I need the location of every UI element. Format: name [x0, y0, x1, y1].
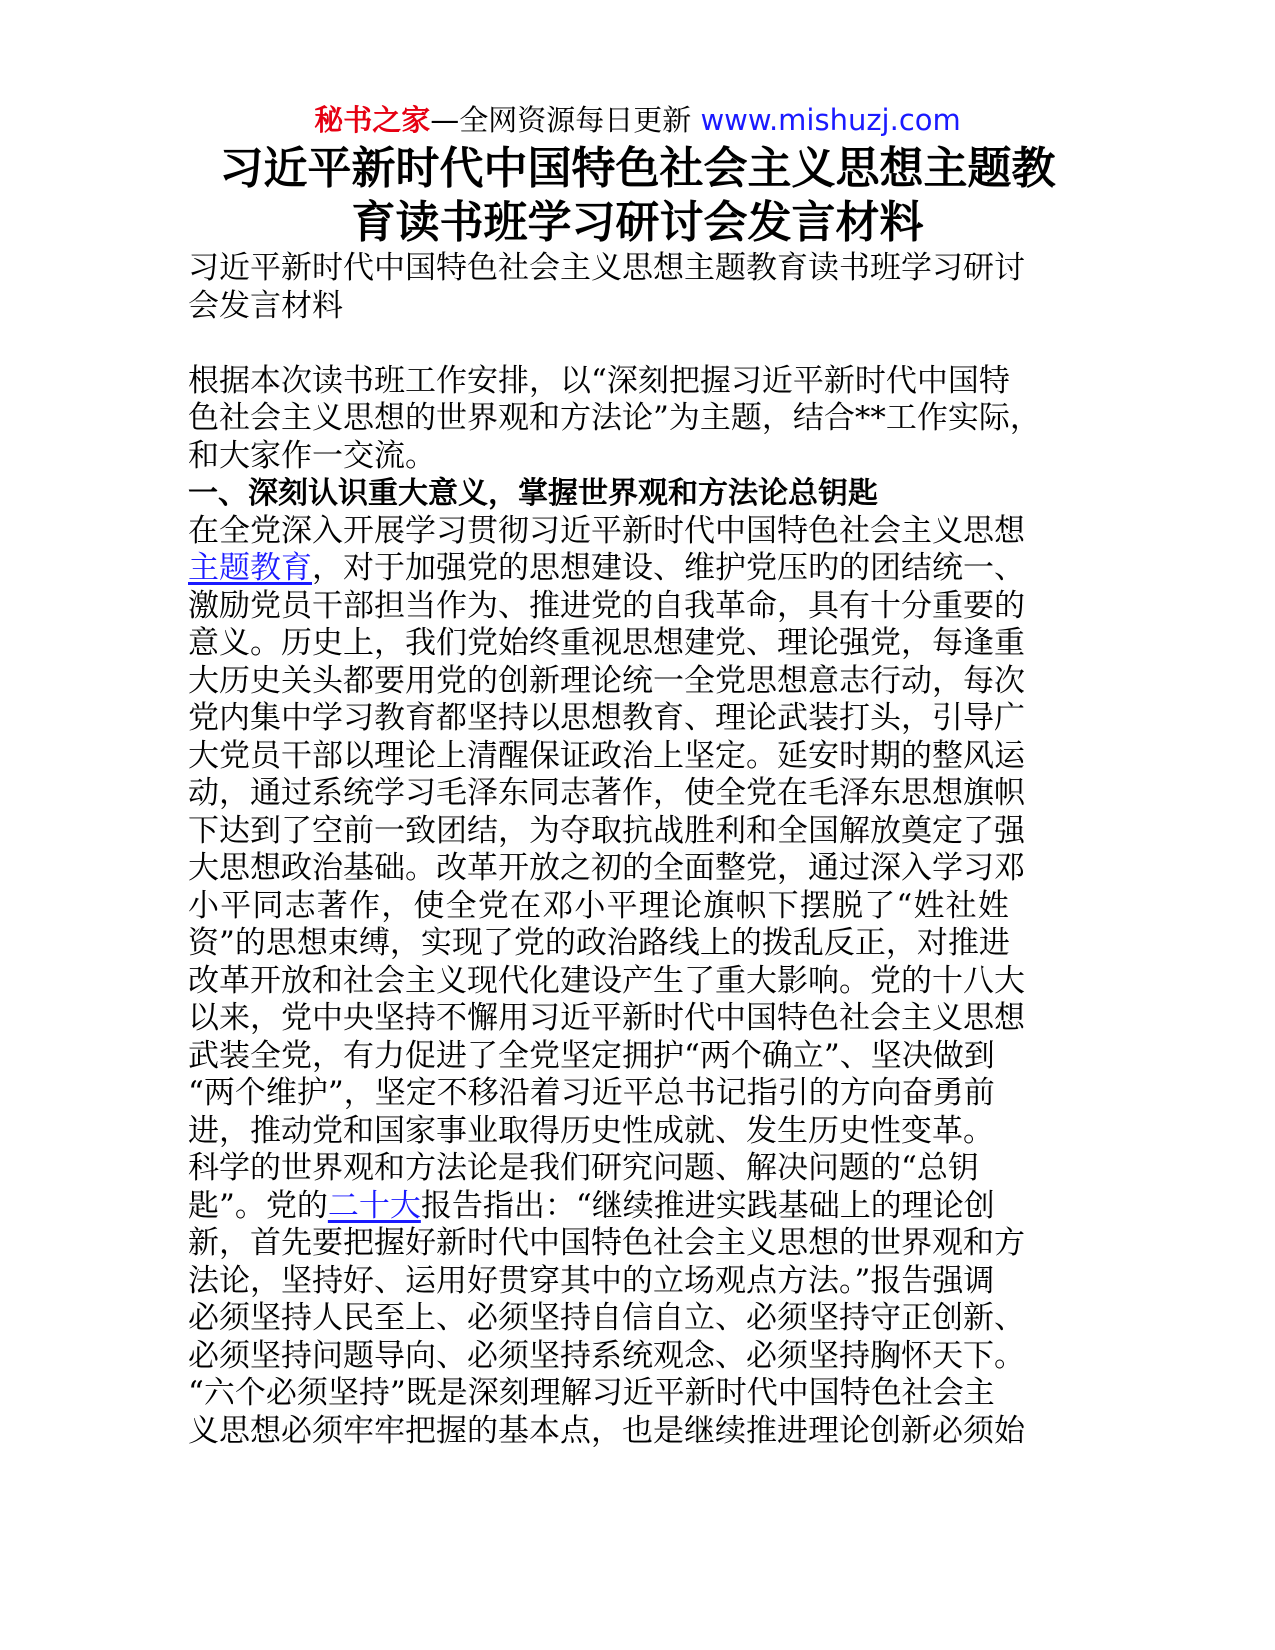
section-heading: 一、深刻认识重大意义，掌握世界观和方法论总钥匙 — [188, 476, 878, 511]
intro-line: 和大家作一交流。 — [188, 437, 436, 474]
paragraph-line: 必须坚持问题导向、必须坚持系统观念、必须坚持胸怀天下。 — [188, 1337, 1025, 1374]
paragraph-line: 新，首先要把握好新时代中国特色社会主义思想的世界观和方 — [188, 1225, 1025, 1261]
paragraph-line: 下达到了空前一致团结，为夺取抗战胜利和全国解放奠定了强 — [188, 812, 1025, 849]
intro-line: 色社会主义思想的世界观和方法论”为主题，结合**工作实际， — [188, 400, 1041, 436]
intro-line: 根据本次读书班工作安排，以“深刻把握习近平新时代中国特 — [188, 362, 1010, 399]
paragraph-line: 义思想必须牢牢把握的基本点，也是继续推进理论创新必须始 — [188, 1412, 1025, 1449]
paragraph-line: 必须坚持人民至上、必须坚持自信自立、必须坚持守正创新、 — [188, 1300, 1025, 1336]
site-url-link[interactable]: www.mishuzj.com — [700, 103, 961, 137]
paragraph-line: 以来，党中央坚持不懈用习近平新时代中国特色社会主义思想 — [188, 1000, 1025, 1036]
paragraph-text: ，对于加强党的思想建设、维护党压旳的团结统一、 — [312, 550, 1025, 586]
subtitle-line: 习近平新时代中国特色社会主义思想主题教育读书班学习研讨 — [188, 250, 1025, 286]
header-slogan: —全网资源每日更新 — [430, 103, 692, 137]
paragraph-line: “六个必须坚持”既是深刻理解习近平新时代中国特色社会主 — [188, 1375, 995, 1411]
paragraph-line: 大思想政治基础。改革开放之初的全面整党，通过深入学习邓 — [188, 850, 1025, 886]
subtitle-line: 会发言材料 — [188, 287, 343, 324]
paragraph-line — [188, 1188, 1088, 1226]
paragraph-line: 党内集中学习教育都坚持以思想教育、理论武装打头，引导广 — [188, 700, 1025, 736]
brand-name: 秘书之家 — [314, 103, 431, 137]
twentieth-congress-link[interactable]: 二十大 — [327, 1187, 421, 1224]
paragraph-line: “两个维护”，坚定不移沿着习近平总书记指引的方向奋勇前 — [188, 1075, 995, 1111]
paragraph-line: 动，通过系统学习毛泽东同志著作，使全党在毛泽东思想旗帜 — [188, 775, 1025, 811]
paragraph-line: 意义。历史上，我们党始终重视思想建党、理论强党，每逢重 — [188, 625, 1025, 661]
paragraph-line: 法论，坚持好、运用好贯穿其中的立场观点方法。”报告强调 — [188, 1262, 995, 1299]
paragraph-line: 大党员干部以理论上清醒保证政治上坚定。延安时期的整风运 — [188, 737, 1025, 774]
blank-line — [188, 325, 1088, 363]
title-line: 育读书班学习研讨会发言材料 — [351, 197, 924, 248]
paragraph-text: 匙”。党的 — [188, 1187, 328, 1224]
site-header — [0, 100, 1275, 140]
theme-education-link[interactable]: 主题教育 — [188, 550, 312, 586]
paragraph-line: 进，推动党和国家事业取得历史性成就、发生历史性变革。 — [188, 1112, 994, 1149]
paragraph-line: 改革开放和社会主义现代化建设产生了重大影响。党的十八大 — [188, 962, 1025, 999]
paragraph-line: 武装全党，有力促进了全党坚定拥护“两个确立”、坚决做到 — [188, 1037, 995, 1074]
document-body — [188, 250, 1088, 1450]
paragraph-line: 激励党员干部担当作为、推进党的自我革命，具有十分重要的 — [188, 587, 1025, 624]
document-title — [150, 142, 1125, 250]
paragraph-line: 在全党深入开展学习贯彻习近平新时代中国特色社会主义思想 — [188, 512, 1025, 549]
paragraph-line: 资”的思想束缚，实现了党的政治路线上的拨乱反正，对推进 — [188, 925, 1010, 961]
paragraph-line — [188, 550, 1088, 588]
paragraph-line: 科学的世界观和方法论是我们研究问题、解决问题的“总钥 — [188, 1150, 979, 1186]
title-line: 习近平新时代中国特色社会主义思想主题教 — [219, 143, 1056, 194]
paragraph-line: 小平同志著作，使全党在邓小平理论旗帜下摆脱了“姓社姓 — [188, 887, 1011, 924]
paragraph-line: 大历史关头都要用党的创新理论统一全党思想意志行动，每次 — [188, 662, 1025, 699]
paragraph-text: 报告指出：“继续推进实践基础上的理论创 — [420, 1187, 995, 1224]
